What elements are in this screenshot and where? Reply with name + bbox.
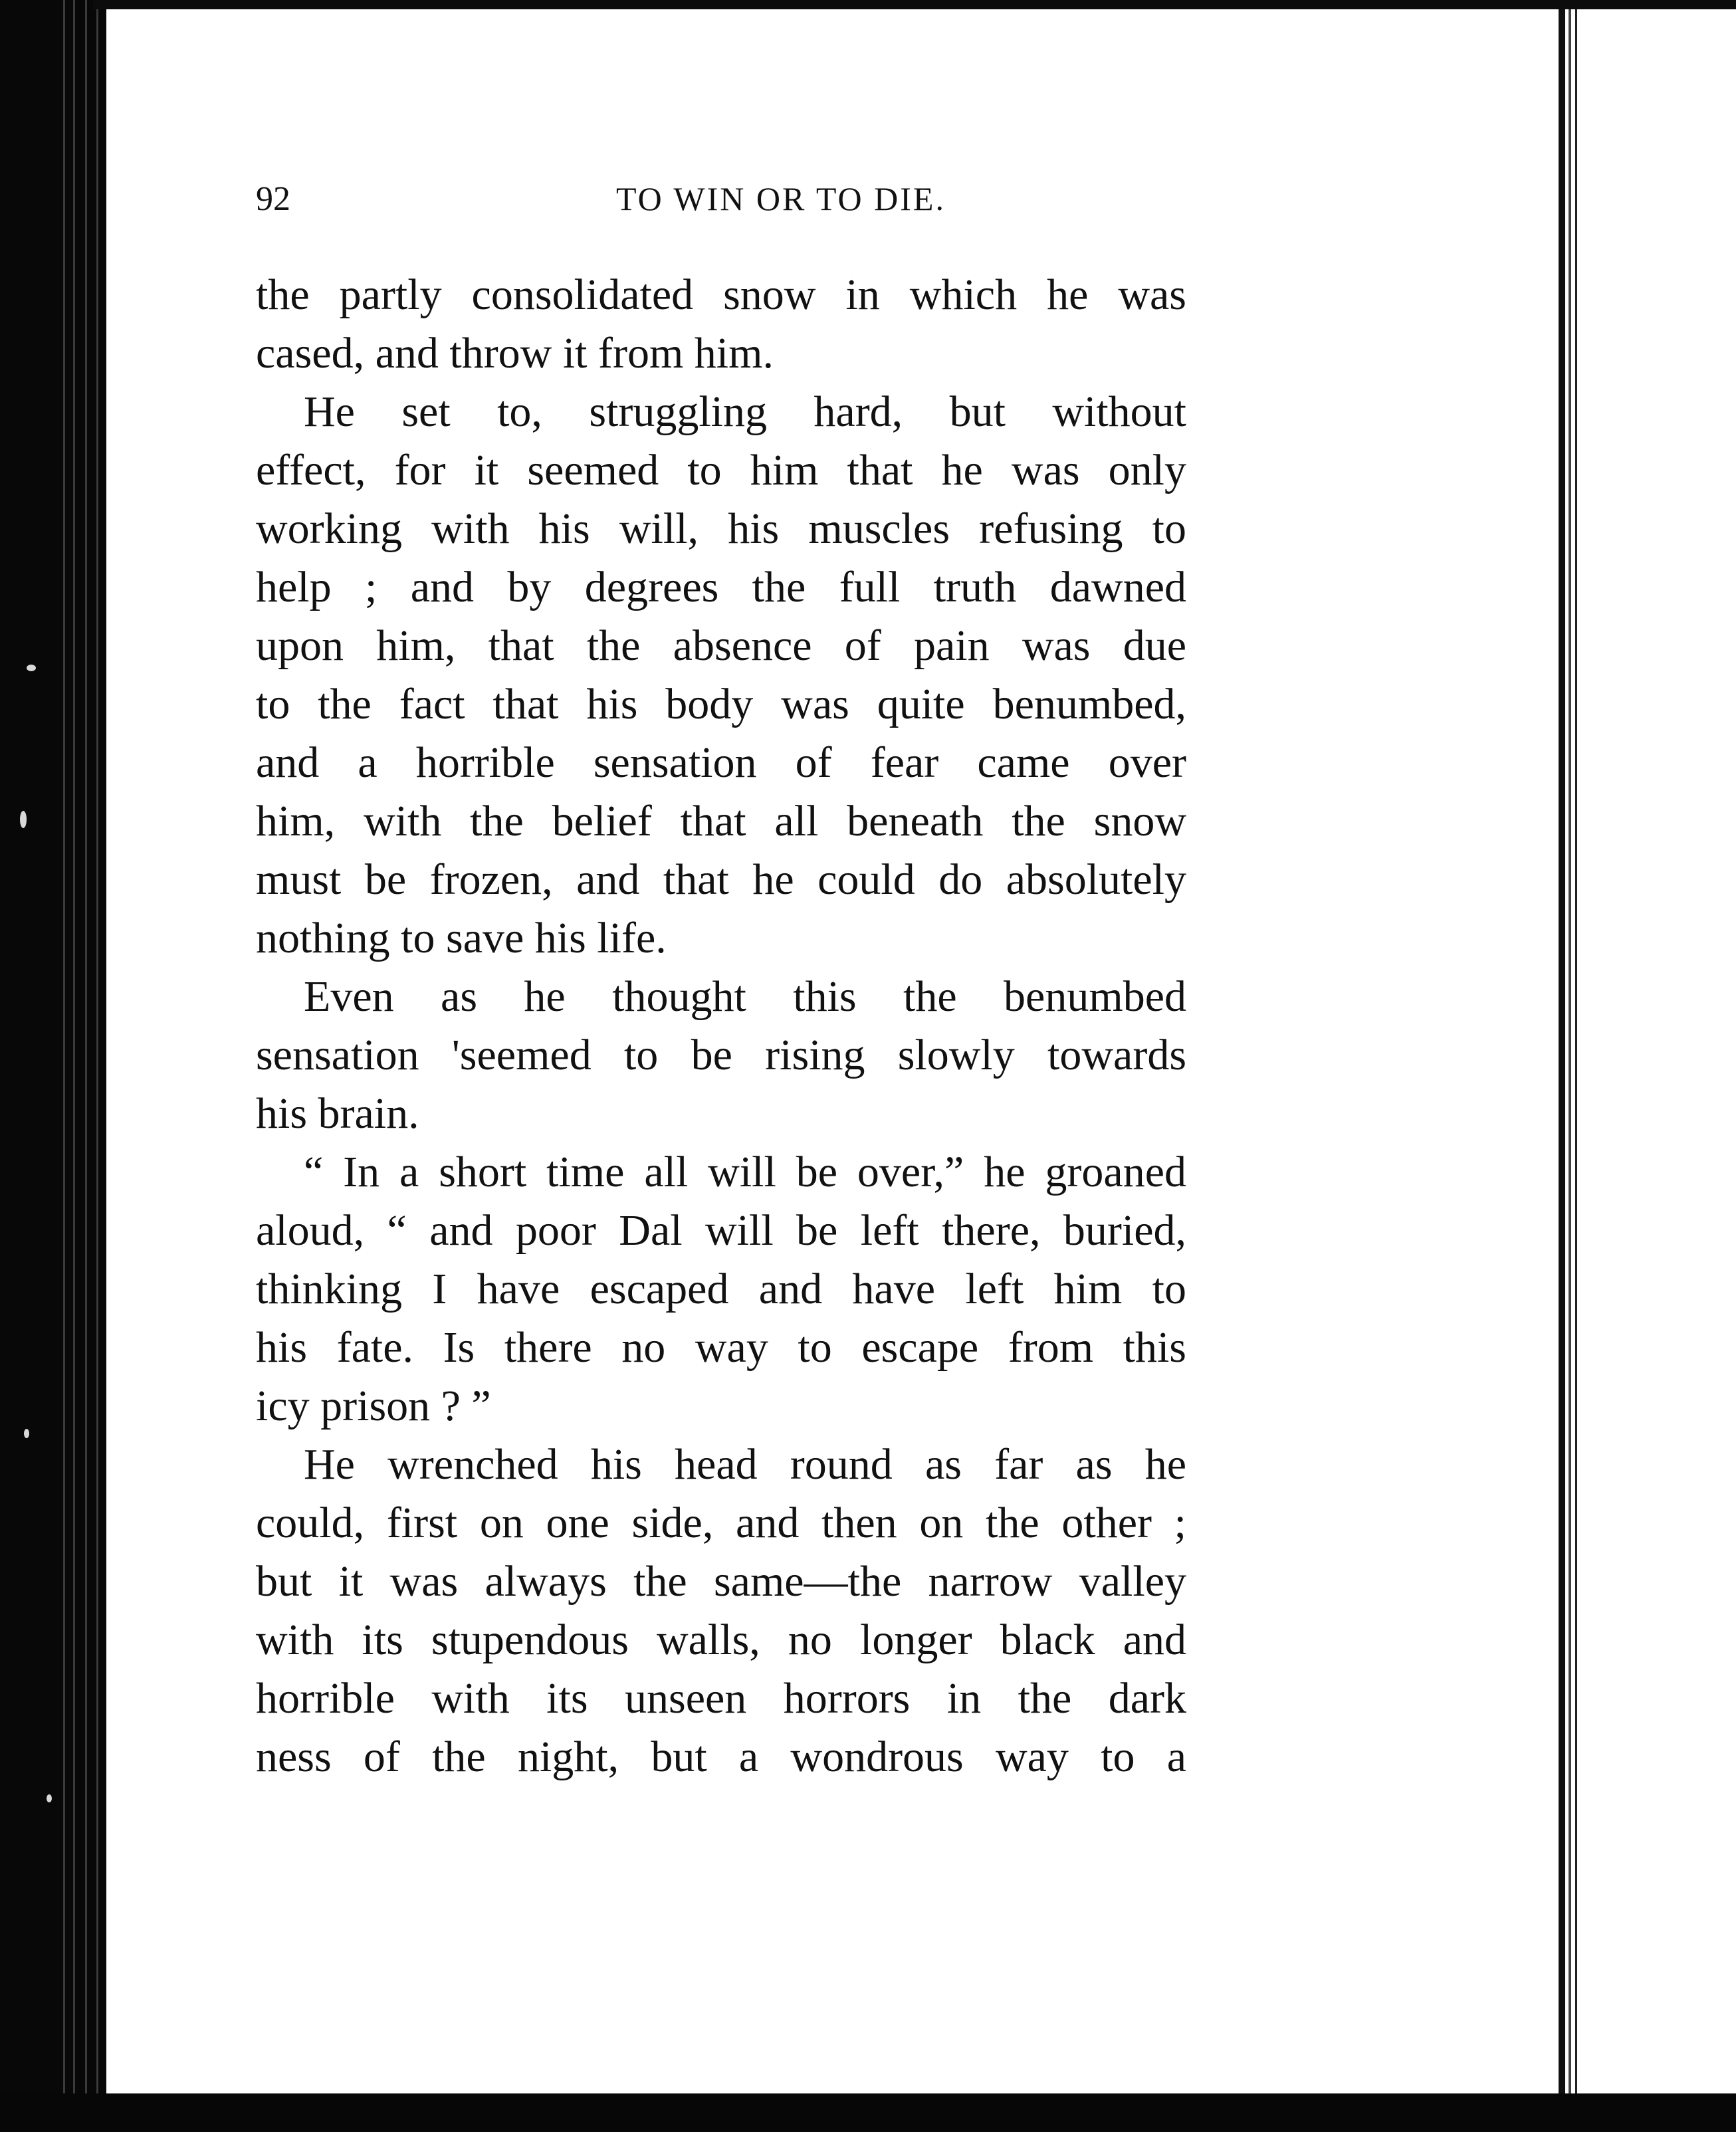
binding-line (85, 0, 87, 2132)
facing-page-rule (1575, 9, 1577, 2093)
dust-speck (47, 1794, 52, 1802)
right-page-edge (1559, 9, 1565, 2093)
top-page-edge (93, 0, 1736, 9)
text-line: his fate. Is there no way to escape from this (256, 1323, 1186, 1372)
text-line: the partly consolidated snow in which he was (256, 270, 1186, 319)
text-line: could, first on one side, and then on the other ; (256, 1499, 1186, 1547)
text-line: help ; and by degrees the full truth dawned (256, 563, 1186, 611)
facing-page (1571, 9, 1736, 2093)
text-line: He set to, struggling hard, but without (304, 387, 1186, 436)
text-line: him, with the belief that all beneath the snow (256, 797, 1186, 845)
binding-line (63, 0, 65, 2132)
text-line: Even as he thought this the benumbed (304, 972, 1186, 1021)
text-line: with its stupendous walls, no longer black and (256, 1616, 1186, 1664)
text-line: to the fact that his body was quite benumbed, (256, 680, 1186, 728)
text-line: effect, for it seemed to him that he was only (256, 446, 1186, 494)
text-line: sensation 'seemed to be rising slowly towards (256, 1031, 1186, 1079)
body-text (256, 266, 1186, 1786)
text-line: his brain. (256, 1089, 419, 1138)
text-line: upon him, that the absence of pain was due (256, 621, 1186, 670)
text-line: must be frozen, and that he could do absolutely (256, 855, 1186, 904)
running-head (256, 179, 1306, 239)
dust-speck (24, 1429, 29, 1438)
dust-speck (27, 665, 36, 671)
book-binding-edge (0, 0, 106, 2132)
binding-line (73, 0, 75, 2132)
text-line: nothing to save his life. (256, 914, 667, 962)
text-line: He wrenched his head round as far as he (304, 1440, 1186, 1489)
text-line: ness of the night, but a wondrous way to a (256, 1733, 1186, 1781)
text-line: icy prison ? ” (256, 1382, 491, 1430)
text-line: cased, and throw it from him. (256, 329, 774, 377)
dust-speck (20, 811, 27, 828)
text-line: working with his will, his muscles refusing to (256, 504, 1186, 553)
text-line: but it was always the same—the narrow valley (256, 1557, 1186, 1606)
page-number: 92 (256, 180, 290, 218)
running-title: TO WIN OR TO DIE. (616, 180, 946, 217)
text-line: horrible with its unseen horrors in the dark (256, 1674, 1186, 1723)
text-line: “ In a short time all will be over,” he groaned (304, 1148, 1186, 1196)
bottom-page-edge (0, 2093, 1736, 2132)
text-line: and a horrible sensation of fear came over (256, 738, 1186, 787)
text-line: thinking I have escaped and have left him to (256, 1265, 1186, 1313)
text-line: aloud, “ and poor Dal will be left there, buried, (256, 1206, 1186, 1255)
binding-line (96, 0, 98, 2132)
